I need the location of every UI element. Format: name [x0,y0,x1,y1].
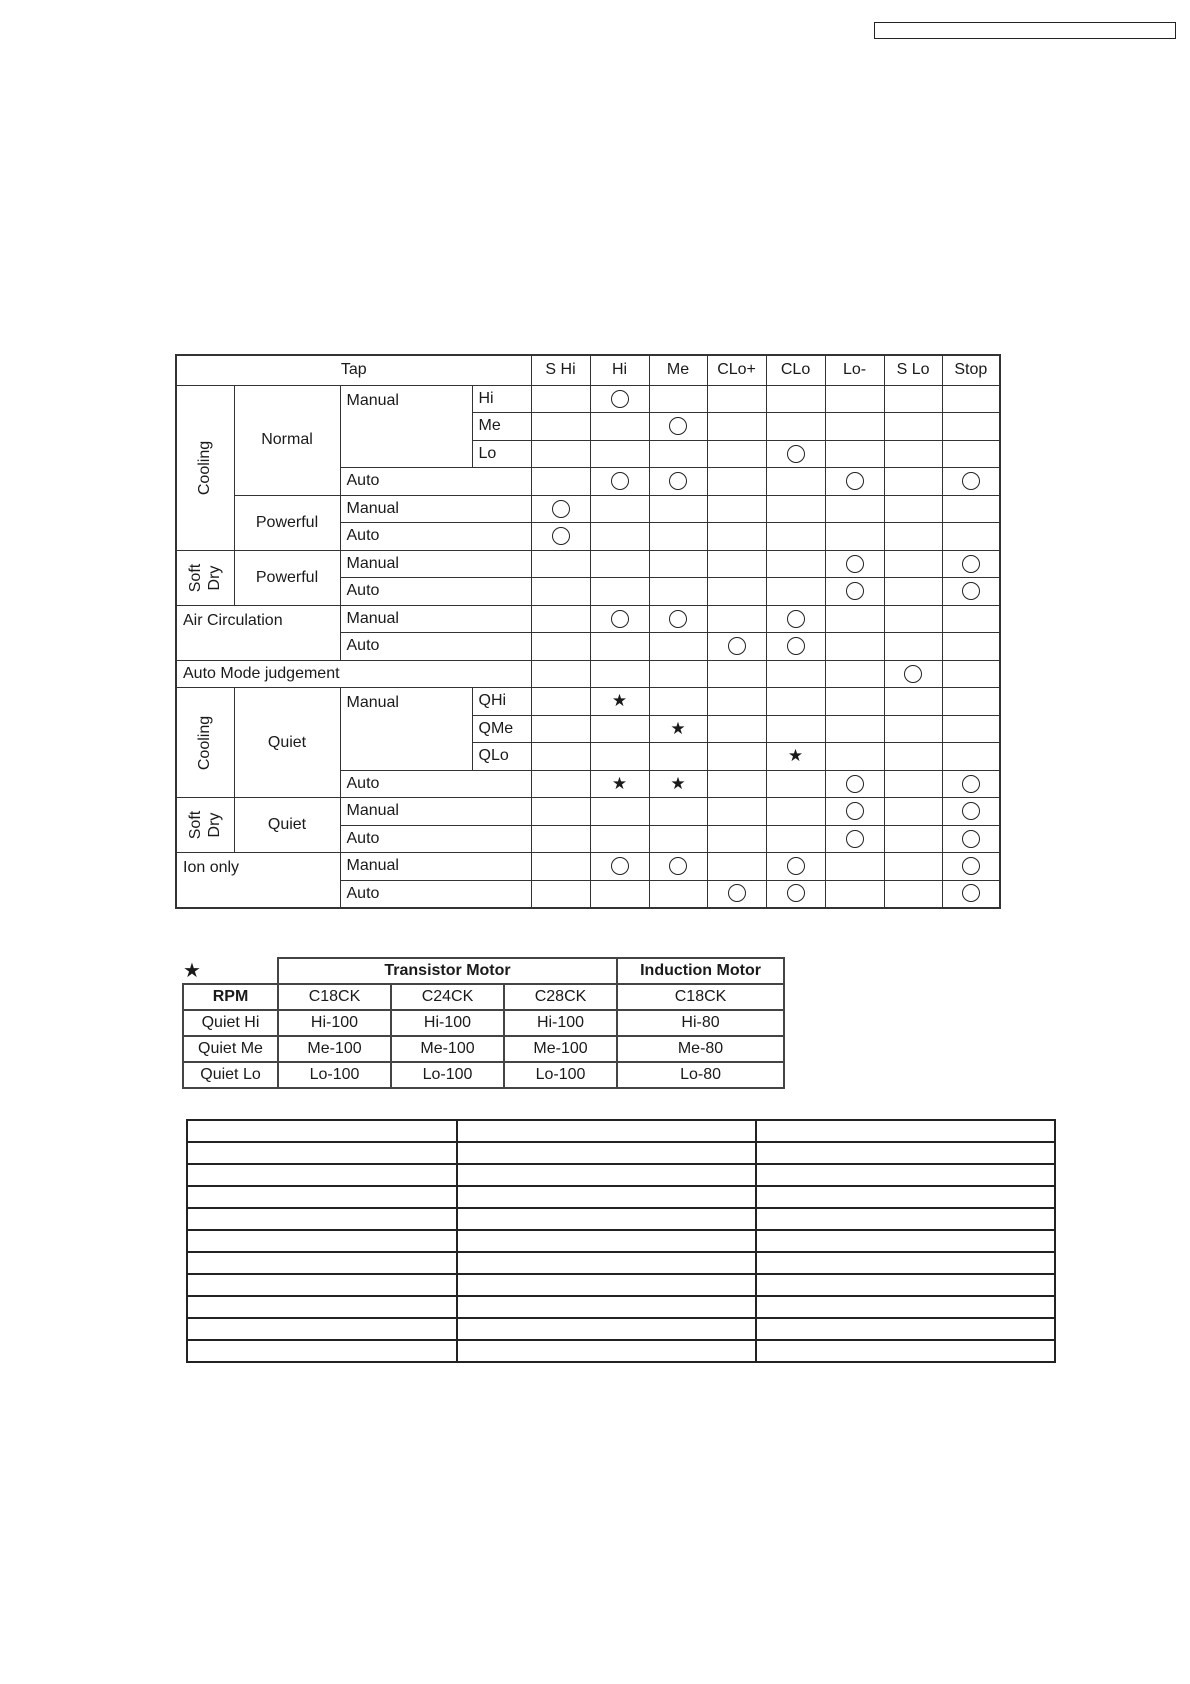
col-clo-plus: CLo+ [707,355,766,385]
row-label: Quiet Hi [183,1010,278,1036]
circle-mark [669,472,687,490]
qlo-label: QLo [472,743,531,771]
circle-mark [962,802,980,820]
table-row [176,688,1000,716]
rpm-cell: Hi-80 [617,1010,784,1036]
ion-only-label: Ion only [176,853,340,908]
rpm-cell: Hi-100 [391,1010,504,1036]
model-cell: C28CK [504,984,617,1010]
manual-label: Manual [340,853,531,881]
quiet-label: Quiet [234,688,340,798]
tap-header: Tap [176,355,531,385]
rpm-cell: Me-80 [617,1036,784,1062]
circle-mark [962,775,980,793]
circle-mark [846,582,864,600]
manual-label: Manual [340,385,472,468]
circle-mark [787,857,805,875]
table-row [176,660,1000,688]
hi-label: Hi [472,385,531,413]
table-row [183,1062,784,1088]
row-label: Quiet Me [183,1036,278,1062]
lo-label: Lo [472,440,531,468]
star-mark: ★ [670,773,686,793]
table-row [187,1274,1055,1296]
quiet-rpm-table [182,957,785,1089]
rpm-cell: Lo-100 [278,1062,391,1088]
col-lo-minus: Lo- [825,355,884,385]
me-label: Me [472,413,531,441]
circle-mark [669,417,687,435]
table-row [187,1230,1055,1252]
table-row [176,798,1000,826]
manual-label: Manual [340,688,472,771]
rpm-cell: Me-100 [504,1036,617,1062]
row-label: Quiet Lo [183,1062,278,1088]
table-row [183,1036,784,1062]
circle-mark [728,637,746,655]
transistor-motor-header: Transistor Motor [278,958,617,984]
manual-label: Manual [340,798,531,826]
star-legend: ★ [183,960,201,982]
auto-label: Auto [340,468,531,496]
quiet-label: Quiet [234,798,340,853]
circle-mark [611,390,629,408]
table-row [187,1186,1055,1208]
col-stop: Stop [942,355,1000,385]
col-s-lo: S Lo [884,355,942,385]
air-circulation-label: Air Circulation [176,605,340,660]
table-row [187,1296,1055,1318]
induction-motor-header: Induction Motor [617,958,784,984]
auto-mode-judgement-label: Auto Mode judgement [176,660,531,688]
rpm-header: RPM [183,984,278,1010]
table-row [176,385,1000,413]
auto-label: Auto [340,578,531,606]
circle-mark [846,555,864,573]
rpm-cell: Lo-80 [617,1062,784,1088]
rpm-cell: Me-100 [278,1036,391,1062]
star-mark: ★ [611,773,628,793]
circle-mark [846,775,864,793]
table-row [176,605,1000,633]
table-row [187,1208,1055,1230]
auto-label: Auto [340,523,531,551]
manual-label: Manual [340,495,531,523]
circle-mark [669,610,687,628]
table-row [187,1318,1055,1340]
circle-mark [962,830,980,848]
circle-mark [611,857,629,875]
rpm-cell: Hi-100 [504,1010,617,1036]
auto-label: Auto [340,825,531,853]
circle-mark [552,527,570,545]
circle-mark [787,610,805,628]
circle-mark [728,884,746,902]
circle-mark [962,884,980,902]
col-hi: Hi [590,355,649,385]
circle-mark [846,830,864,848]
circle-mark [962,582,980,600]
circle-mark [611,472,629,490]
table-row [183,1010,784,1036]
table-row [187,1142,1055,1164]
header-box [874,22,1176,39]
col-s-hi: S Hi [531,355,590,385]
star-mark: ★ [611,691,628,711]
soft-dry-group-label: Soft Dry [176,798,234,853]
tap-header-row [176,355,1000,385]
manual-label: Manual [340,550,531,578]
table-row [187,1164,1055,1186]
qhi-label: QHi [472,688,531,716]
auto-label: Auto [340,633,531,661]
powerful-label: Powerful [234,495,340,550]
fan-speed-tap-table [175,354,1001,909]
table-row [187,1120,1055,1142]
model-cell: C18CK [278,984,391,1010]
table-row [176,853,1000,881]
rpm-cell: Lo-100 [391,1062,504,1088]
circle-mark [846,472,864,490]
soft-dry-group-label: Soft Dry [176,550,234,605]
table-row [187,1340,1055,1362]
star-mark: ★ [787,746,804,766]
motor-header-row [183,958,784,984]
circle-mark [962,472,980,490]
rpm-cell: Lo-100 [504,1062,617,1088]
star-mark: ★ [670,718,686,738]
normal-label: Normal [234,385,340,495]
cooling-group-label: Cooling [176,385,234,550]
circle-mark [787,884,805,902]
cooling-group-label: Cooling [176,688,234,798]
circle-mark [669,857,687,875]
table-row [176,495,1000,523]
table-row [176,550,1000,578]
circle-mark [904,665,922,683]
circle-mark [962,555,980,573]
circle-mark [962,857,980,875]
circle-mark [787,445,805,463]
qme-label: QMe [472,715,531,743]
table-row [187,1252,1055,1274]
auto-label: Auto [340,770,531,798]
col-me: Me [649,355,707,385]
auto-label: Auto [340,880,531,908]
rpm-cell: Hi-100 [278,1010,391,1036]
model-row [183,984,784,1010]
model-cell: C24CK [391,984,504,1010]
col-clo: CLo [766,355,825,385]
model-cell: C18CK [617,984,784,1010]
circle-mark [787,637,805,655]
manual-label: Manual [340,605,531,633]
circle-mark [846,802,864,820]
circle-mark [552,500,570,518]
empty-grid-table [186,1119,1056,1363]
rpm-cell: Me-100 [391,1036,504,1062]
circle-mark [611,610,629,628]
powerful-label: Powerful [234,550,340,605]
